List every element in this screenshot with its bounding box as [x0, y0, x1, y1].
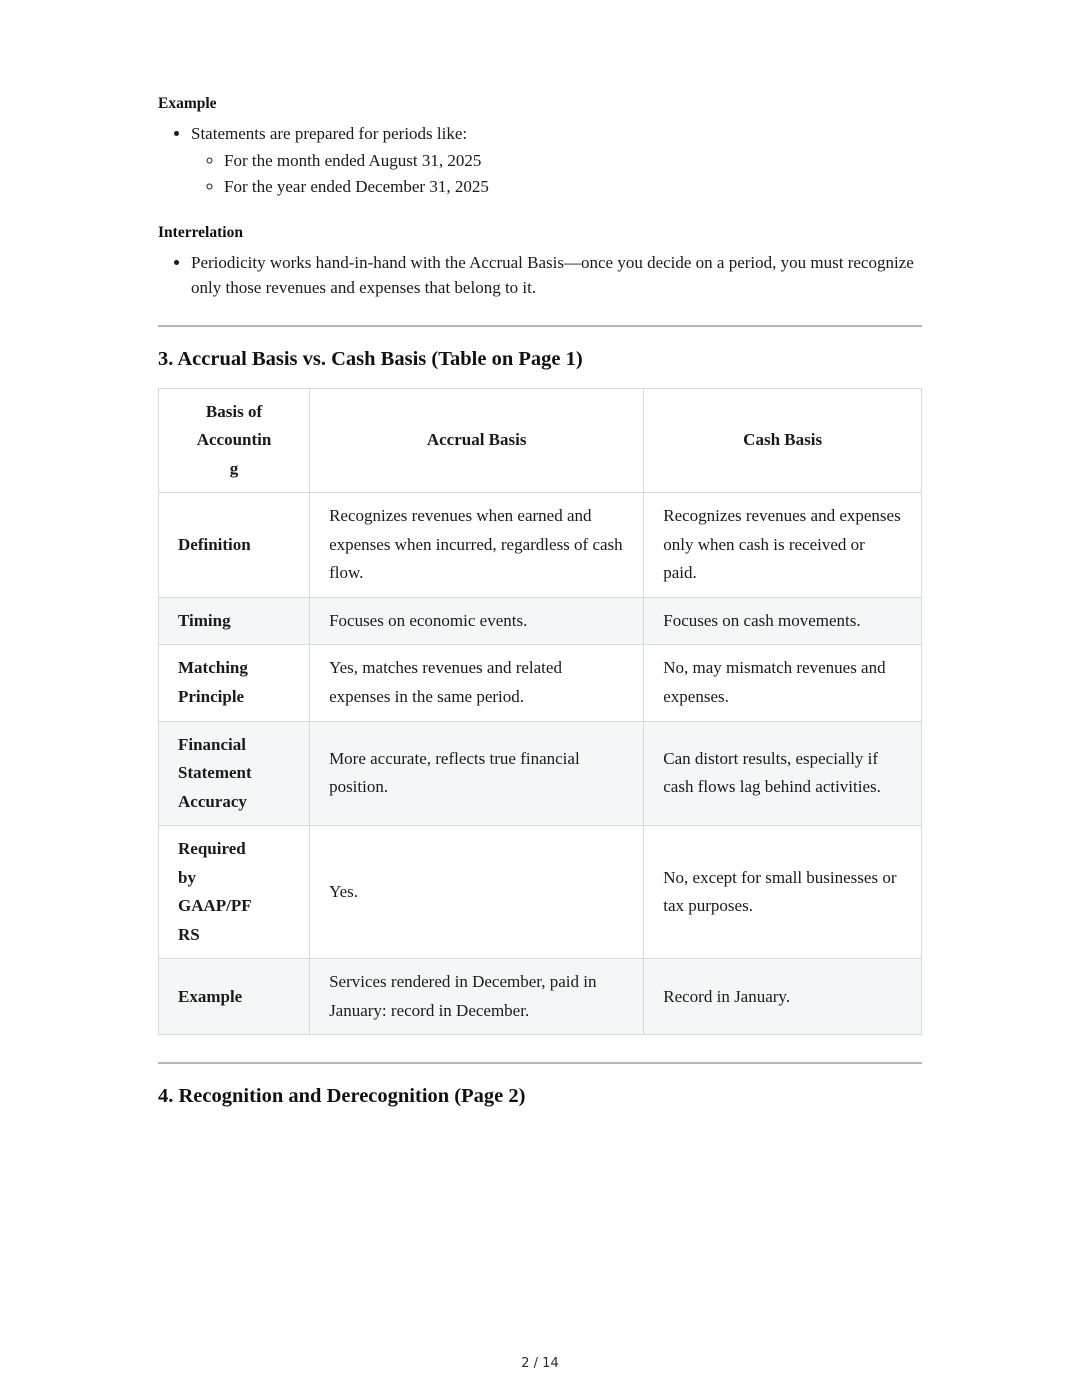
row-label-text: Definition [178, 534, 251, 554]
row-label-cell [159, 597, 310, 645]
cash-cell: No, except for small businesses or tax purposes. [644, 826, 922, 959]
table-row [159, 721, 922, 826]
list-item-text: Statements are prepared for periods like: [191, 124, 468, 143]
interrelation-heading: Interrelation [158, 224, 243, 242]
list-item: ◦ For the year ended December 31, 2025 [224, 175, 922, 199]
accrual-cell: Recognizes revenues when earned and expenses when incurred, regardless of cash flow. [310, 493, 644, 598]
table-header-row [159, 388, 922, 493]
page-number: 2 / 14 [521, 1356, 559, 1371]
row-label-text: Financial Statement Accuracy [178, 734, 252, 811]
table-header-basis-text: Basis of Accounting [196, 401, 272, 478]
table-header-accrual: Accrual Basis [310, 388, 644, 493]
example-heading: Example [158, 95, 217, 112]
table-row [159, 826, 922, 959]
row-label-text: Matching Principle [178, 658, 248, 706]
row-label-cell [159, 645, 310, 721]
row-label-text: Timing [178, 610, 231, 630]
section-divider [158, 325, 922, 327]
table-row [159, 597, 922, 645]
table-header-basis [159, 388, 310, 493]
table-header-cash: Cash Basis [644, 388, 922, 493]
list-item: ◦ For the month ended August 31, 2025 [224, 149, 922, 173]
row-label-cell [159, 721, 310, 826]
section-divider [158, 1062, 922, 1064]
table-row [159, 645, 922, 721]
bottom-whitespace [158, 1125, 922, 1165]
cash-cell: Recognizes revenues and expenses only when cash is received or paid. [644, 493, 922, 598]
accrual-cell: Services rendered in December, paid in January: record in December. [310, 959, 644, 1035]
accrual-cell: Yes. [310, 826, 644, 959]
example-list [158, 122, 922, 199]
interrelation-list [158, 251, 922, 299]
cash-cell: No, may mismatch revenues and expenses. [644, 645, 922, 721]
row-label-cell [159, 826, 310, 959]
row-label-cell [159, 493, 310, 598]
accrual-cell: More accurate, reflects true financial position. [310, 721, 644, 826]
row-label-text: Example [178, 986, 243, 1006]
list-item [191, 122, 922, 199]
table-row [159, 959, 922, 1035]
table-row [159, 493, 922, 598]
cash-cell: Record in January. [644, 959, 922, 1035]
accrual-cell: Yes, matches revenues and related expenses in the same period. [310, 645, 644, 721]
example-sublist [191, 149, 922, 199]
accrual-cell: Focuses on economic events. [310, 597, 644, 645]
section-4-heading: 4. Recognition and Derecognition (Page 2) [158, 1085, 526, 1108]
row-label-cell [159, 959, 310, 1035]
row-label-text: Required by GAAP/PFRS [178, 839, 252, 944]
comparison-table [158, 388, 922, 1036]
section-3-heading: 3. Accrual Basis vs. Cash Basis (Table on Page 1) [158, 347, 583, 370]
cash-cell: Focuses on cash movements. [644, 597, 922, 645]
cash-cell: Can distort results, especially if cash flows lag behind activities. [644, 721, 922, 826]
list-item: • Periodicity works hand-in-hand with the Accrual Basis—once you decide on a period, you must recognize only those revenues and expenses that belong to it. [191, 251, 922, 299]
